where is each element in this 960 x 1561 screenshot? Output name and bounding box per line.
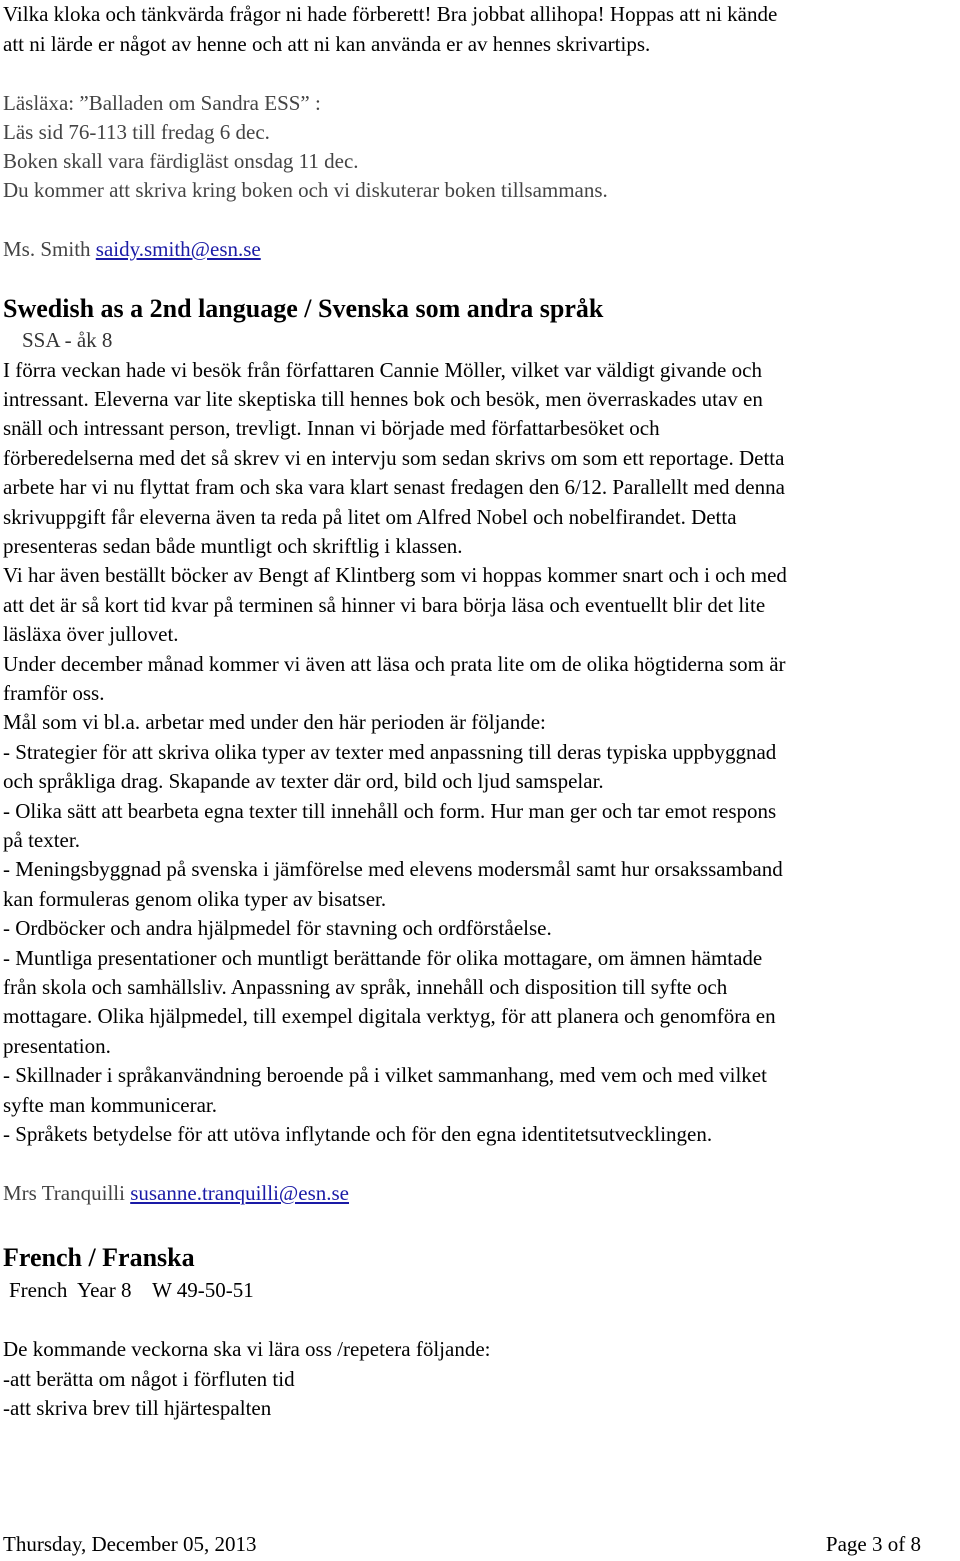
paragraph-line: framför oss. <box>3 681 105 705</box>
section-subtitle: French Year 8 W 49-50-51 <box>9 1278 254 1302</box>
paragraph-line: arbete har vi nu flyttat fram och ska vara klart senast fredagen den 6/12. Parallellt med denna <box>3 475 785 499</box>
paragraph-line: - Strategier för att skriva olika typer av texter med anpassning till deras typiska uppbyggnad <box>3 740 777 764</box>
paragraph-line: från skola och samhällsliv. Anpassning av språk, innehåll och disposition till syfte och <box>3 975 728 999</box>
homework-line: Boken skall vara färdigläst onsdag 11 dec. <box>3 149 359 173</box>
paragraph-line: syfte man kommunicerar. <box>3 1093 218 1117</box>
paragraph-line: intressant. Eleverna var lite skeptiska till hennes bok och besök, men överraskades utav en <box>3 387 763 411</box>
paragraph-line: - Ordböcker och andra hjälpmedel för stavning och ordförståelse. <box>3 916 552 940</box>
homework-line: Läsläxa: ”Balladen om Sandra ESS” : <box>3 91 321 115</box>
paragraph-line: snäll och intressant person, trevligt. Innan vi började med författarbesöket och <box>3 416 660 440</box>
paragraph-line: I förra veckan hade vi besök från författaren Cannie Möller, vilket var väldigt givande och <box>3 358 762 382</box>
homework-line: Läs sid 76-113 till fredag 6 dec. <box>3 120 270 144</box>
paragraph-line: på texter. <box>3 828 80 852</box>
teacher-contact <box>3 1181 349 1206</box>
paragraph-line: Vi har även beställt böcker av Bengt af Klintberg som vi hoppas kommer snart och i och med <box>3 563 787 587</box>
paragraph-line: att det är så kort tid kvar på terminen så hinner vi bara börja läsa och eventuellt blir det lite <box>3 593 766 617</box>
teacher-name: Ms. Smith <box>3 237 96 261</box>
paragraph-line: kan formuleras genom olika typer av bisatser. <box>3 887 387 911</box>
paragraph-line: läsläxa över jullovet. <box>3 622 179 646</box>
paragraph-line: - Språkets betydelse för att utöva inflytande och för den egna identitetsutvecklingen. <box>3 1122 713 1146</box>
paragraph-line: - Muntliga presentationer och muntligt berättande för olika mottagare, om ämnen hämtade <box>3 946 763 970</box>
paragraph-line: förberedelserna med det så skrev vi en intervju som sedan skrivs om som ett reportage. Detta <box>3 446 785 470</box>
paragraph-line: skrivuppgift får eleverna även ta reda på litet om Alfred Nobel och nobelfirandet. Detta <box>3 505 737 529</box>
intro-line: Vilka kloka och tänkvärda frågor ni hade förberett! Bra jobbat allihopa! Hoppas att ni kände <box>3 2 778 26</box>
paragraph-line: och språkliga drag. Skapande av texter där ord, bild och ljud samspelar. <box>3 769 604 793</box>
paragraph-line: -att skriva brev till hjärtespalten <box>3 1396 272 1420</box>
paragraph-line: Mål som vi bl.a. arbetar med under den här perioden är följande: <box>3 710 546 734</box>
intro-line: att ni lärde er något av henne och att ni kan använda er av hennes skrivartips. <box>3 32 651 56</box>
section-subtitle: SSA - åk 8 <box>22 328 113 352</box>
homework-line: Du kommer att skriva kring boken och vi diskuterar boken tillsammans. <box>3 178 608 202</box>
teacher-name: Mrs Tranquilli <box>3 1181 131 1205</box>
paragraph-line: presentation. <box>3 1034 111 1058</box>
footer-date: Thursday, December 05, 2013 <box>3 1532 257 1556</box>
paragraph-line: - Olika sätt att bearbeta egna texter till innehåll och form. Hur man ger och tar emot respons <box>3 799 777 823</box>
paragraph-line: mottagare. Olika hjälpmedel, till exempel digitala verktyg, för att planera och genomföra en <box>3 1004 776 1028</box>
teacher-email-link[interactable]: saidy.smith@esn.se <box>95 237 261 261</box>
paragraph-line: Under december månad kommer vi även att läsa och prata lite om de olika högtiderna som är <box>3 652 786 676</box>
paragraph-line: -att berätta om något i förfluten tid <box>3 1367 295 1391</box>
teacher-email-link[interactable]: susanne.tranquilli@esn.se <box>130 1181 350 1205</box>
teacher-contact <box>3 237 261 262</box>
paragraph-line: - Skillnader i språkanvändning beroende på i vilket sammanhang, med vem och med vilket <box>3 1063 767 1087</box>
paragraph-line: presenteras sedan både muntligt och skriftlig i klassen. <box>3 534 463 558</box>
section-title: French / Franska <box>3 1243 195 1272</box>
section-title: Swedish as a 2nd language / Svenska som andra språk <box>3 294 604 323</box>
paragraph-line: - Meningsbyggnad på svenska i jämförelse med elevens modersmål samt hur orsakssamband <box>3 857 783 881</box>
paragraph-line: De kommande veckorna ska vi lära oss /repetera följande: <box>3 1337 491 1361</box>
page-number: Page 3 of 8 <box>825 1532 921 1556</box>
